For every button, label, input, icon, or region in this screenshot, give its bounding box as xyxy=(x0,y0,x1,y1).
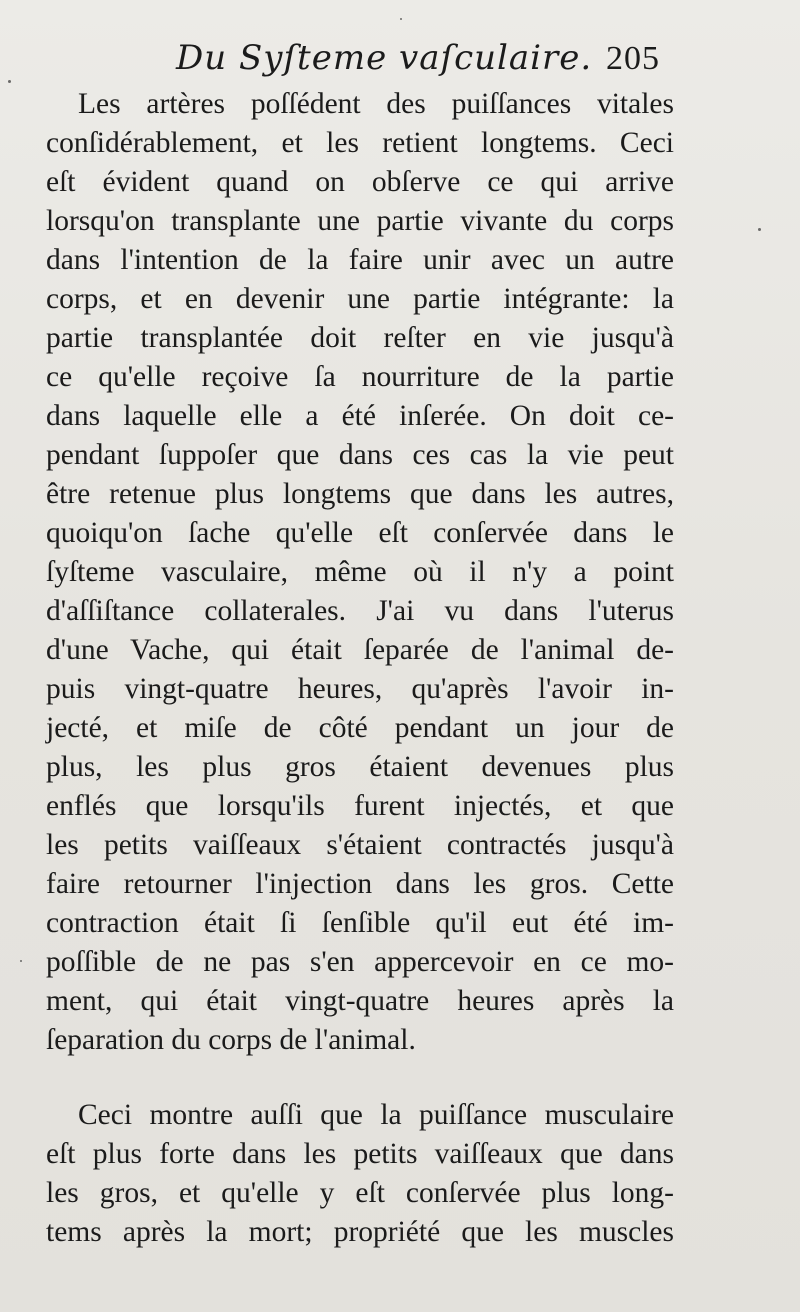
text-line: les gros, et qu'elle y eſt conſervée plus long- xyxy=(46,1177,674,1209)
text-line: lorsqu'on transplante une partie vivante du corps xyxy=(46,205,674,237)
text-line: ſeparation du corps de l'animal. xyxy=(46,1024,416,1056)
text-line: ſyſteme vasculaire, même où il n'y a point xyxy=(46,556,674,588)
text-line: poſſible de ne pas s'en appercevoir en ce mo- xyxy=(46,946,674,978)
text-line: Ceci montre auſſi que la puiſſance musculaire xyxy=(78,1099,674,1131)
text-line: dans laquelle elle a été inſerée. On doit ce- xyxy=(46,400,674,432)
text-line: eſt évident quand on obſerve ce qui arrive xyxy=(46,166,674,198)
text-line: contraction était ſi ſenſible qu'il eut été im- xyxy=(46,907,674,939)
text-line: dans l'intention de la faire unir avec un autre xyxy=(46,244,674,276)
text-line: jecté, et miſe de côté pendant un jour de xyxy=(46,712,674,744)
ink-speck xyxy=(758,228,761,231)
text-line: enflés que lorsqu'ils furent injectés, et que xyxy=(46,790,674,822)
page-header xyxy=(0,38,800,88)
text-line: puis vingt-quatre heures, qu'après l'avoir in- xyxy=(46,673,674,705)
text-line: quoiqu'on ſache qu'elle eſt conſervée dans le xyxy=(46,517,674,549)
text-line: Les artères poſſédent des puiſſances vitales xyxy=(78,88,674,120)
text-line: eſt plus forte dans les petits vaiſſeaux que dans xyxy=(46,1138,674,1170)
text-line: être retenue plus longtems que dans les autres, xyxy=(46,478,674,510)
ink-speck xyxy=(400,18,402,20)
text-line: faire retourner l'injection dans les gros. Cette xyxy=(46,868,674,900)
text-line: les petits vaiſſeaux s'étaient contractés jusqu'à xyxy=(46,829,674,861)
text-line: tems après la mort; propriété que les muscles xyxy=(46,1216,674,1248)
text-line: d'une Vache, qui était ſeparée de l'animal de- xyxy=(46,634,674,666)
text-line: pendant ſuppoſer que dans ces cas la vie peut xyxy=(46,439,674,471)
text-line: conſidérablement, et les retient longtems. Ceci xyxy=(46,127,674,159)
text-line: ment, qui était vingt-quatre heures après la xyxy=(46,985,674,1017)
text-line: ce qu'elle reçoive ſa nourriture de la partie xyxy=(46,361,674,393)
page-number: 205 xyxy=(606,40,660,77)
running-title: Du Syſteme vaſculaire. xyxy=(176,38,593,78)
ink-speck xyxy=(20,960,22,962)
text-line: plus, les plus gros étaient devenues plus xyxy=(46,751,674,783)
text-line: d'aſſiſtance collaterales. J'ai vu dans l'uterus xyxy=(46,595,674,627)
text-line: partie transplantée doit reſter en vie jusqu'à xyxy=(46,322,674,354)
text-line: corps, et en devenir une partie intégrante: la xyxy=(46,283,674,315)
